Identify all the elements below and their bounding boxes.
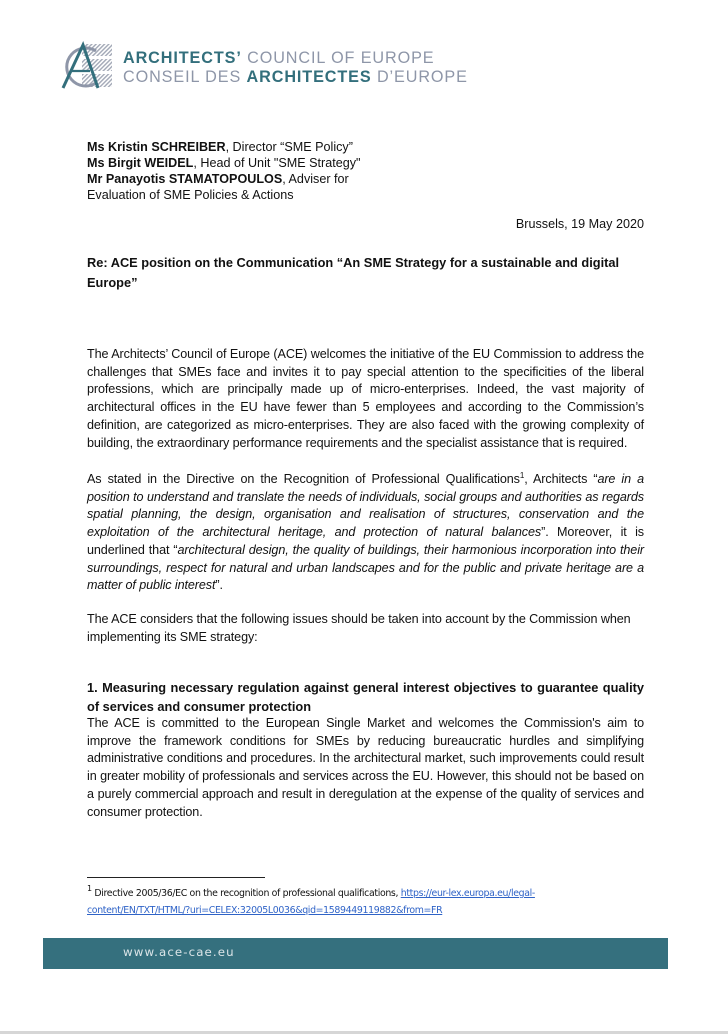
- footer-bar: [43, 938, 668, 969]
- eur-lex-link[interactable]: https://eur-lex.europa.eu/legal-content/EN/TXT/HTML/?uri=CELEX:32005L0036&qid=1589449119882&from=FR: [87, 888, 535, 916]
- intro-paragraph: The Architects’ Council of Europe (ACE) welcomes the initiative of the EU Commission to address the challenges that SMEs face and invites it to pay special attention to the specificities of the liberal professions, which are principally made up of micro-enterprises. Indeed, the vast majority of architectural offices in the EU have fewer than 5 employees and according to the Commission’s definition, are categorized as micro-enterprises. They are also faced with the growing complexity of building, the extraordinary performance requirements and the specialist assistance that is required.: [87, 347, 644, 450]
- addressee-line: Mr Panayotis STAMATOPOULOS, Adviser for: [87, 172, 349, 186]
- organization-name: [123, 49, 468, 87]
- website-link[interactable]: www.ace-cae.eu: [123, 945, 235, 959]
- section-1-heading: 1. Measuring necessary regulation against general interest objectives to guarantee quality of services and consumer protection: [87, 680, 644, 714]
- addressee-line: Ms Kristin SCHREIBER, Director “SME Policy”: [87, 140, 353, 154]
- addressee-line: Ms Birgit WEIDEL, Head of Unit "SME Strategy": [87, 156, 361, 170]
- directive-quote: are in a position to understand and translate the needs of individuals, social groups and authorities as regards spatial planning, the design, organisation and realisation of structures, conservation and the exploitation of the architectural heritage, and protection of natural balances: [87, 472, 644, 540]
- section-1-paragraph: The ACE is committed to the European Single Market and welcomes the Commission's aim to improve the framework conditions for SMEs by reducing bureaucratic hurdles and simplifying administrative conditions and procedures. In the architectural market, such improvements could result in greater mobility of professionals and services across the EU. However, this should not be based on a purely commercial approach and result in deregulation at the expense of the quality of services and consumer protection.: [87, 716, 644, 819]
- footnote-number: 1: [87, 884, 92, 893]
- subject-line: Re: ACE position on the Communication “An SME Strategy for a sustainable and digital Europe”: [87, 255, 620, 290]
- org-name-french: CONSEIL DES ARCHITECTES D’EUROPE: [123, 68, 468, 86]
- addressee-line: Evaluation of SME Policies & Actions: [87, 188, 294, 202]
- letter-date: Brussels, 19 May 2020: [515, 217, 644, 231]
- issues-intro-paragraph: The ACE considers that the following issues should be taken into account by the Commission when implementing its SME strategy:: [87, 612, 631, 644]
- footnote-reference[interactable]: 1: [519, 471, 525, 480]
- addressee-block: [87, 139, 644, 203]
- footnote: $^1$ Directive 2005/36/EC on the recognition of professional qualifications, https://eur-lex.europa.eu/legal-content/EN/TXT/HTML/?uri=CELEX:32005L0036&qid=1589449119882&from=FR: [87, 884, 535, 916]
- ace-monogram-logo-icon: [60, 41, 114, 91]
- org-name-english: ARCHITECTS’ COUNCIL OF EUROPE: [123, 49, 435, 67]
- directive-paragraph: As stated in the Directive on the Recognition of Professional Qualifications$^1$, Architects “are in a position to understand and translate the needs of individuals, social groups and authorities as regards spatial planning, the design, organisation and realisation of structures, conservation and the exploitation of the architectural heritage, and protection of natural balances”. Moreover, it is underlined that “architectural design, the quality of buildings, their harmonious incorporation into their surroundings, respect for natural and urban landscapes and for the public and private heritage are a matter of public interest”.: [87, 471, 644, 593]
- footnote-separator: [87, 877, 265, 878]
- public-interest-quote: architectural design, the quality of buildings, their harmonious incorporation into their surroundings, respect for natural and urban landscapes and for the public and private heritage are a matter of public interest: [87, 542, 644, 593]
- ace-logo-icon: [60, 41, 114, 91]
